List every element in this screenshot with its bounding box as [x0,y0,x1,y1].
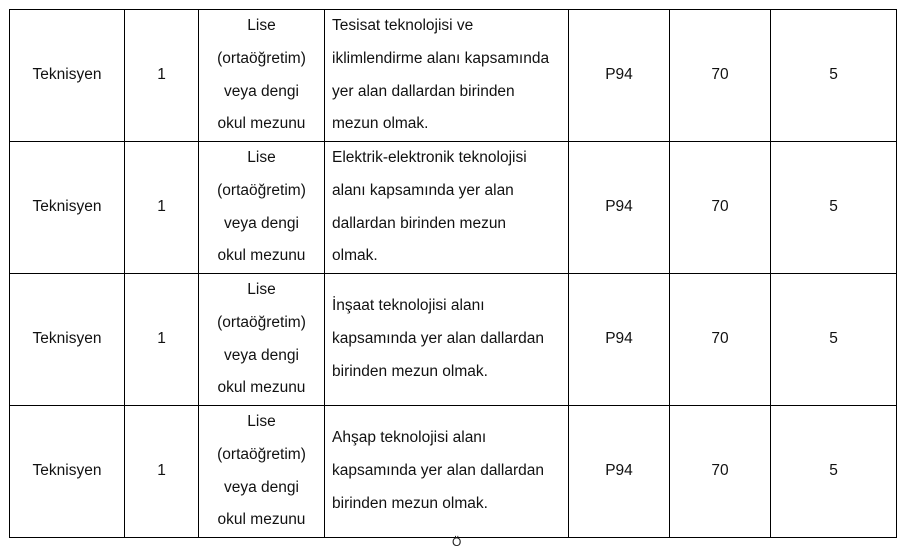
table-row [10,406,897,538]
qualification-cell [325,10,569,142]
qualification-line: Tesisat teknolojisi ve [332,17,474,34]
score-type-cell: P94 [569,406,670,538]
table-row [10,274,897,406]
education-line: Lise [247,281,276,298]
last-value-cell: 5 [771,274,897,406]
qualification-cell [325,406,569,538]
qualification-line: iklimlendirme alanı kapsamında [332,49,550,67]
education-line: Lise [247,17,276,34]
education-cell [199,274,325,406]
count-cell: 1 [125,406,199,538]
qualification-cell [325,274,569,406]
qualification-line: kapsamında yer alan dallardan [332,330,544,348]
title-cell: Teknisyen [10,274,125,406]
qualification-line: Ahşap teknolojisi alanı [332,429,487,447]
table-row [10,10,897,142]
score-cell: 70 [670,142,771,274]
qualification-line: birinden mezun olmak. [332,362,488,380]
qualification-line: olmak. [332,247,378,265]
qualification-line: Elektrik-elektronik teknolojisi [332,149,527,166]
education-line: okul mezunu [217,115,306,133]
qualification-line: dallardan birinden mezun [332,214,507,232]
qualification-line: alanı kapsamında yer alan [332,181,514,199]
qualification-line: kapsamında yer alan dallardan [332,462,544,480]
score-cell: 70 [670,406,771,538]
title-cell: Teknisyen [10,10,125,142]
education-cell [199,406,325,538]
title-cell: Teknisyen [10,406,125,538]
education-line: (ortaöğretim) [217,313,306,331]
count-cell: 1 [125,274,199,406]
education-line: Lise [247,413,276,430]
qualification-line: birinden mezun olmak. [332,494,488,512]
education-line: okul mezunu [217,379,306,397]
score-type-cell: P94 [569,142,670,274]
qualification-line: yer alan dallardan birinden [332,82,515,100]
footer-text-fragment: Ö [452,535,462,549]
education-line: veya dengi [224,214,299,232]
education-line: (ortaöğretim) [217,181,306,199]
education-line: okul mezunu [217,247,306,265]
qualification-line: İnşaat teknolojisi alanı [332,297,485,315]
education-line: Lise [247,149,276,166]
last-value-cell: 5 [771,142,897,274]
count-cell: 1 [125,142,199,274]
education-line: veya dengi [224,82,299,100]
education-line: okul mezunu [217,511,306,529]
education-line: (ortaöğretim) [217,445,306,463]
qualification-cell [325,142,569,274]
score-type-cell: P94 [569,274,670,406]
score-cell: 70 [670,10,771,142]
education-cell [199,142,325,274]
staff-requirements-table [9,9,897,538]
score-cell: 70 [670,274,771,406]
last-value-cell: 5 [771,10,897,142]
education-cell [199,10,325,142]
qualification-line: mezun olmak. [332,115,429,133]
count-cell: 1 [125,10,199,142]
table-row [10,142,897,274]
education-line: veya dengi [224,346,299,364]
last-value-cell: 5 [771,406,897,538]
score-type-cell: P94 [569,10,670,142]
education-line: veya dengi [224,478,299,496]
title-cell: Teknisyen [10,142,125,274]
education-line: (ortaöğretim) [217,49,306,67]
